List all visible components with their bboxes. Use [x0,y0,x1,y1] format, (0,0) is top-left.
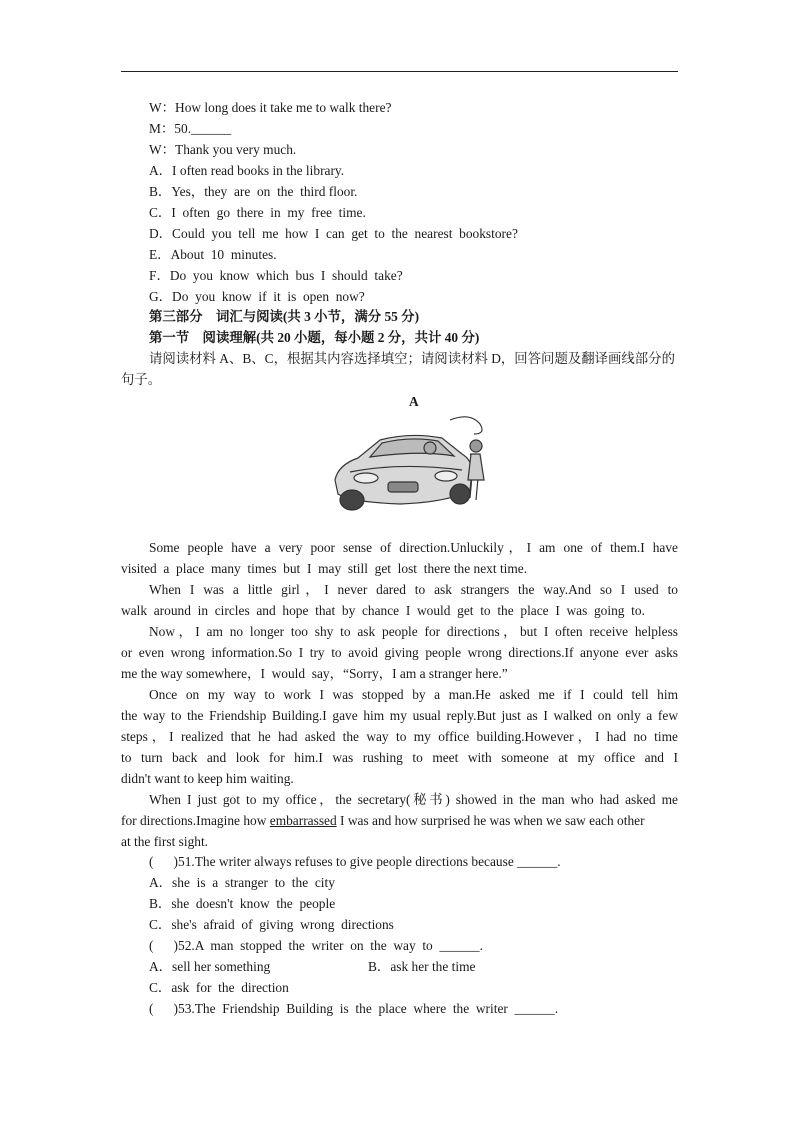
instruction-text: 请阅读材料 A、B、C，根据其内容选择填空；请阅读材料 D，回答问题及翻译画线部分的 [149,351,675,366]
passage-line: Some people have a very poor sense of direction.Unluckily，I am one of them.I have [149,540,678,555]
passage-line: to turn back and look for him.I was rushing to meet with someone at my office and I [121,750,678,765]
option-line: C．I often go there in my free time. [149,205,366,220]
question-option: B．ask her the time [368,959,476,974]
header-rule [121,71,678,72]
passage-line: Now，I am no longer too shy to ask people for directions，but I often receive helpless [149,624,678,639]
question-52: ( )52.A man stopped the writer on the way to ______. [149,938,483,953]
question-option: B．she doesn't know the people [149,896,336,911]
passage-line: When I was a little girl，I never dared to ask strangers the way.And so I used to [149,582,678,597]
passage-line: Once on my way to work I was stopped by a man.He asked me if I could tell him [149,687,678,702]
dialogue-line: M：50.______ [149,121,232,136]
passage-line: at the first sight. [121,834,209,849]
underlined-word: embarrassed [269,813,337,828]
passage-line: or even wrong information.So I try to avoid giving people wrong directions.If anyone ever asks [121,645,678,660]
option-line: A．I often read books in the library. [149,163,345,178]
question-53: ( )53.The Friendship Building is the place where the writer ______. [149,1001,559,1016]
option-line: B．Yes，they are on the third floor. [149,184,358,199]
dialogue-line: W：Thank you very much. [149,142,297,157]
passage-line: me the way somewhere，I would say，“Sorry，I am a stranger here.” [121,666,508,681]
option-line: F．Do you know which bus I should take? [149,268,403,283]
question-option: C．ask for the direction [149,980,289,995]
dialogue-line: W：How long does it take me to walk there? [149,100,392,115]
passage-label: A [409,394,419,409]
passage-line [121,812,645,830]
option-line: E．About 10 minutes. [149,247,277,262]
passage-text: for directions.Imagine how [121,813,270,828]
question-51: ( )51.The writer always refuses to give people directions because ______. [149,854,561,869]
question-option: A．sell her something [149,959,271,974]
passage-line: the way to the Friendship Building.I gave him my usual reply.But just as I walked on only a few [121,708,678,723]
car-illustration [330,410,490,525]
section-heading: 第三部分 词汇与阅读(共 3 小节，满分 55 分) [149,309,420,324]
question-option: C．she's afraid of giving wrong directions [149,917,394,932]
question-option: A．she is a stranger to the city [149,875,335,890]
passage-line: When I just got to my office，the secretary(秘书) showed in the man who had asked me [149,792,678,807]
option-line: D．Could you tell me how I can get to the nearest bookstore? [149,226,518,241]
passage-line: walk around in circles and hope that by chance I would get to the place I was going to. [121,603,645,618]
passage-line: visited a place many times but I may still get lost there the next time. [121,561,528,576]
passage-line: didn't want to keep him waiting. [121,771,294,786]
instruction-text: 句子。 [121,372,162,387]
passage-line: steps，I realized that he had asked the way to my office building.However，I had no time [121,729,678,744]
option-line: G．Do you know if it is open now? [149,289,365,304]
section-heading: 第一节 阅读理解(共 20 小题，每小题 2 分，共计 40 分) [149,330,480,345]
passage-text: I was and how surprised he was when we saw each other [336,813,645,828]
